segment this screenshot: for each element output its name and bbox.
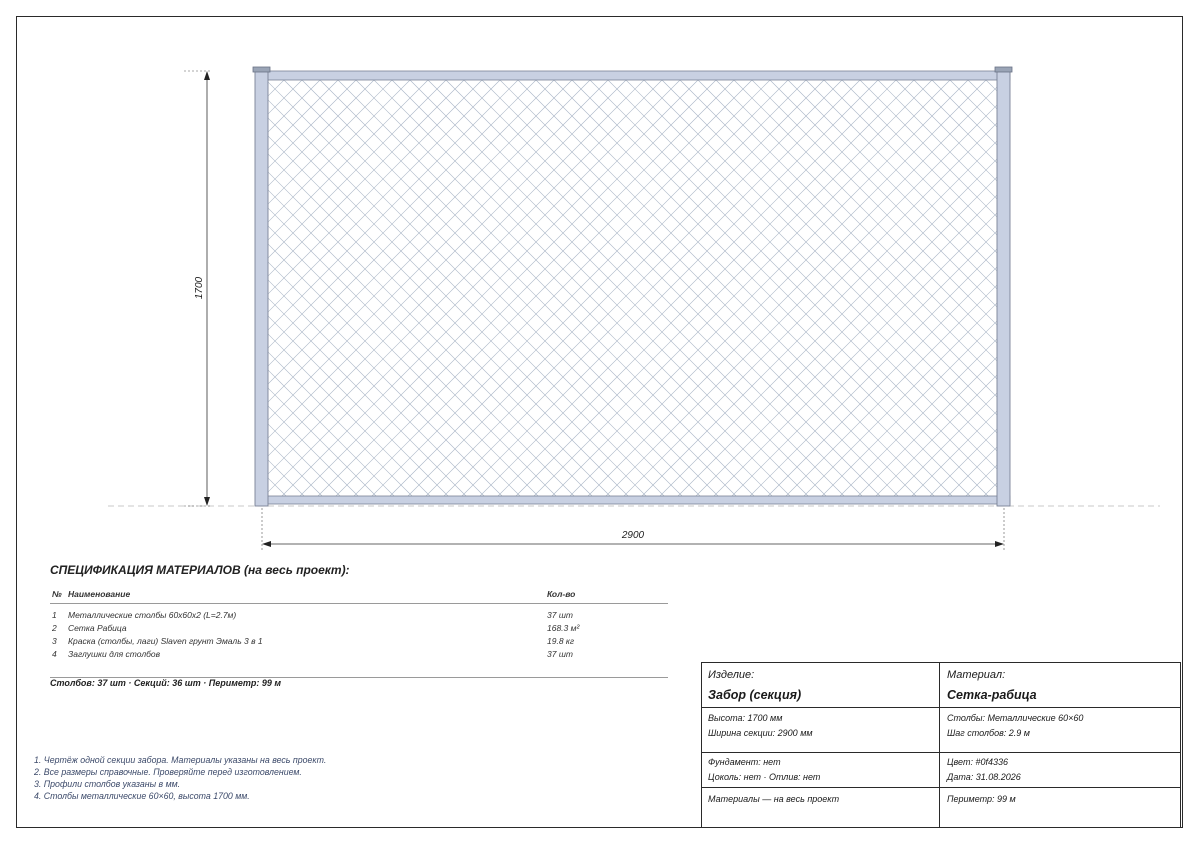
mesh-wire (0, 80, 268, 496)
mesh-wire (1130, 80, 1200, 496)
section-width-value: Ширина секции: 2900 мм (708, 728, 813, 738)
date-value: Дата: 31.08.2026 (947, 772, 1021, 782)
width-arrow-right (995, 541, 1004, 547)
height-arrow-bottom (204, 497, 210, 506)
mesh-wire (0, 80, 158, 496)
right-post (997, 71, 1010, 506)
height-value: Высота: 1700 мм (708, 713, 783, 723)
mesh-wire (1004, 80, 1200, 496)
mesh-wire (1040, 80, 1200, 496)
spec-title: СПЕЦИФИКАЦИЯ МАТЕРИАЛОВ (на весь проект): (50, 563, 350, 577)
mesh-wire (0, 80, 86, 496)
spec-col-qty: Кол-во (547, 589, 576, 599)
mesh-wire (1076, 80, 1200, 496)
mesh-wire (984, 80, 1200, 496)
mesh-wire (0, 80, 266, 496)
spec-row-no: 4 (52, 649, 57, 659)
mesh-wire (0, 80, 122, 496)
mesh-wire (0, 80, 32, 496)
mesh-wire (986, 80, 1200, 496)
spec-row (50, 621, 668, 634)
note-line: 4. Столбы металлические 60×60, высота 1700 мм. (34, 791, 250, 801)
left-post (255, 71, 268, 506)
post-step-value: Шаг столбов: 2.9 м (947, 728, 1030, 738)
mesh-wire (1058, 80, 1200, 496)
mesh-wire (0, 80, 14, 496)
foundation-value: Фундамент: нет (708, 757, 781, 767)
mesh-wire (1148, 80, 1200, 496)
title-block-rule (702, 752, 1180, 753)
spec-rows (50, 608, 668, 660)
height-arrow-top (204, 71, 210, 80)
spec-col-name: Наименование (68, 589, 131, 599)
material-value: Сетка-рабица (947, 688, 1037, 702)
title-block-divider (939, 663, 940, 827)
spec-header (50, 587, 668, 604)
spec-row-qty: 37 шт (547, 649, 573, 659)
mesh-wire (0, 80, 286, 496)
spec-row-qty: 19.8 кг (547, 636, 575, 646)
drawing-notes (34, 754, 326, 802)
spec-row (50, 647, 668, 660)
spec-row-name: Сетка Рабица (68, 623, 127, 633)
mesh-wire (0, 80, 104, 496)
posts-value: Столбы: Металлические 60×60 (947, 713, 1084, 723)
mesh-wire (1094, 80, 1200, 496)
material-label: Материал: (947, 669, 1006, 681)
left-post-cap (253, 67, 270, 72)
mesh-wire (1166, 80, 1200, 496)
width-arrow-left (262, 541, 271, 547)
width-dim-label: 2900 (621, 530, 645, 541)
product-value: Забор (секция) (708, 688, 802, 702)
note-line: 1. Чертёж одной секции забора. Материалы указаны на весь проект. (34, 755, 327, 765)
mesh-wire (0, 80, 248, 496)
mesh-wire (0, 80, 212, 496)
spec-row-name: Заглушки для столбов (68, 649, 161, 659)
perimeter-value: Периметр: 99 м (947, 794, 1016, 804)
title-block (701, 662, 1181, 828)
title-block-rule (702, 707, 1180, 708)
note-line: 3. Профили столбов указаны в мм. (34, 779, 181, 789)
spec-row-no: 3 (52, 636, 57, 646)
spec-row-name: Краска (столбы, лаги) Slaven грунт Эмаль 3 в 1 (68, 636, 263, 646)
spec-row-no: 1 (52, 610, 57, 620)
bottom-rail (262, 496, 1010, 504)
mesh-wire (0, 80, 284, 496)
spec-row-name: Металлические столбы 60х60х2 (L=2.7м) (68, 610, 237, 620)
materials-spec (50, 563, 668, 660)
height-dim-label: 1700 (194, 276, 205, 300)
plinth-value: Цоколь: нет · Отлив: нет (708, 772, 821, 782)
materials-note: Материалы — на весь проект (708, 794, 840, 804)
spec-row (50, 608, 668, 621)
spec-row-qty: 37 шт (547, 610, 573, 620)
note-line: 2. Все размеры справочные. Проверяйте перед изготовлением. (34, 767, 302, 777)
mesh-wire (0, 80, 68, 496)
mesh-wire (1184, 80, 1200, 496)
product-label: Изделие: (708, 669, 755, 681)
spec-row (50, 634, 668, 647)
mesh-wire (0, 80, 176, 496)
title-block-rule (702, 787, 1180, 788)
spec-row-qty: 168.3 м² (547, 623, 580, 633)
spec-summary: Столбов: 37 шт · Секций: 36 шт · Периметр: 99 м (50, 678, 282, 688)
mesh-wire (0, 80, 194, 496)
right-post-cap (995, 67, 1012, 72)
mesh-wire (0, 80, 140, 496)
mesh-wire (1022, 80, 1200, 496)
spec-row-no: 2 (52, 623, 57, 633)
mesh-wire (0, 80, 50, 496)
top-rail (262, 71, 1010, 80)
mesh-wire (1112, 80, 1200, 496)
spec-col-no: № (52, 589, 62, 599)
color-value: Цвет: #0f4336 (947, 757, 1008, 767)
